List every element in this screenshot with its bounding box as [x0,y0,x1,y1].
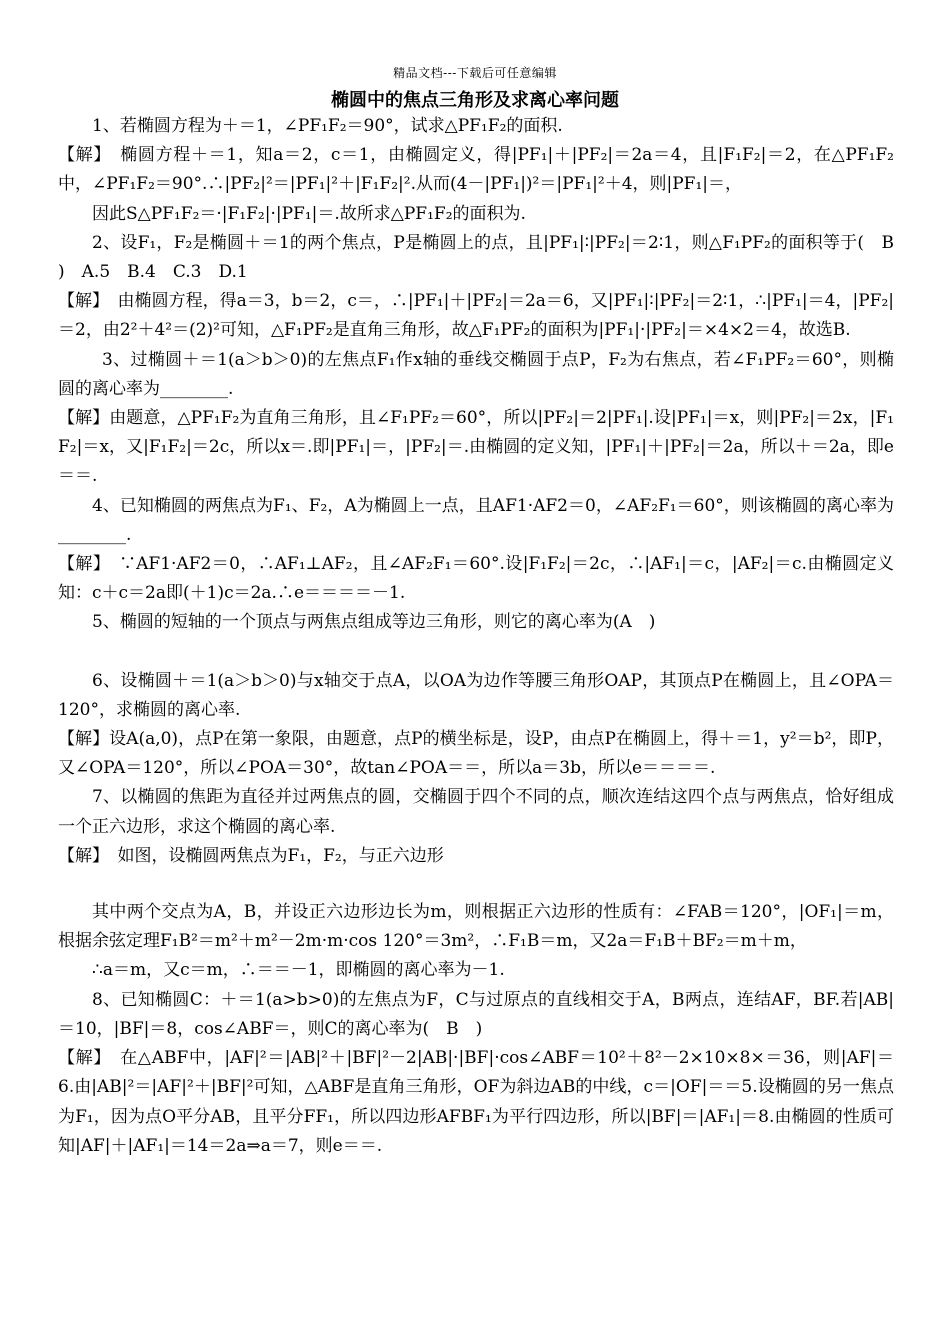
solution-1: 【解】 椭圆方程＋＝1，知a＝2，c＝1，由椭圆定义，得|PF₁|＋|PF₂|＝2a＝4，且|F₁F₂|＝2，在△PF₁F₂中，∠PF₁F₂＝90°.∴|PF₂|²＝|PF₁|²＋|F₁F₂|².从而(4－|PF₁|)²＝|PF₁|²＋4，则|PF₁|＝， [58,145,894,195]
solution-4: 【解】 ∵AF1·AF2＝0，∴AF₁⊥AF₂，且∠AF₂F₁＝60°.设|F₁F₂|＝2c，∴|AF₁|＝c，|AF₂|＝c.由椭圆定义知：c＋c＝2a即(＋1)c＝2a.∴e＝＝＝＝－1. [58,554,894,604]
problem-7: 7、以椭圆的焦距为直径并过两焦点的圆，交椭圆于四个不同的点，顺次连结这四个点与两焦点，恰好组成一个正六边形，求这个椭圆的离心率. [58,787,894,837]
figure-space [58,871,894,898]
problem-4: 4、已知椭圆的两焦点为F₁、F₂，A为椭圆上一点，且AF1·AF2＝0，∠AF₂F₁＝60°，则该椭圆的离心率为________. [58,495,894,545]
problem-3: 3、过椭圆＋＝1(a＞b＞0)的左焦点F₁作x轴的垂线交椭圆于点P，F₂为右焦点，若∠F₁PF₂＝60°，则椭圆的离心率为________. [58,349,894,399]
solution-7-continued: 其中两个交点为A，B，并设正六边形边长为m，则根据正六边形的性质有：∠FAB＝120°，|OF₁|＝m，根据余弦定理F₁B²＝m²＋m²－2m·m·cos 120°＝3m²，∴F₁B＝m，又2a＝F₁B＋BF₂＝m＋m， [58,902,894,952]
solution-7: 【解】 如图，设椭圆两焦点为F₁，F₂，与正六边形 [58,845,444,866]
solution-8: 【解】 在△ABF中，|AF|²＝|AB|²＋|BF|²－2|AB|·|BF|·cos∠ABF＝10²＋8²－2×10×8×＝36，则|AF|＝6.由|AB|²＝|AF|²＋|BF|²可知，△ABF是直角三角形，OF为斜边AB的中线，c＝|OF|＝＝5.设椭圆的另一焦点为F₁，因为点O平分AB，且平分FF₁，所以四边形AFBF₁为平行四边形，所以|BF|＝|AF₁|＝8.由椭圆的性质可知|AF|＋|AF₁|＝14＝2a⇒a＝7，则e＝＝. [58,1048,894,1156]
header-note: 精品文档---下载后可任意编辑 [393,66,557,80]
problem-1: 1、若椭圆方程为＋＝1，∠PF₁F₂＝90°，试求△PF₁F₂的面积. [92,116,563,136]
problem-2: 2、设F₁，F₂是椭圆＋＝1的两个焦点，P是椭圆上的点，且|PF₁|∶|PF₂|＝2∶1，则△F₁PF₂的面积等于( B ) A.5 B.4 C.3 D.1 [58,232,911,283]
solution-1-continued: 因此S△PF₁F₂＝·|F₁F₂|·|PF₁|＝.故所求△PF₁F₂的面积为. [92,203,526,224]
problem-8: 8、已知椭圆C：＋＝1(a>b>0)的左焦点为F，C与过原点的直线相交于A，B两点，连结AF，BF.若|AB|＝10，|BF|＝8，cos∠ABF＝，则C的离心率为( B ) [58,989,894,1039]
document-body [58,112,911,1161]
solution-3: 【解】由题意，△PF₁F₂为直角三角形，且∠F₁PF₂＝60°，所以|PF₂|＝2|PF₁|.设|PF₁|＝x，则|PF₂|＝2x，|F₁F₂|＝x，又|F₁F₂|＝2c，所以x＝.即|PF₁|＝，|PF₂|＝.由椭圆的定义知，|PF₁|＋|PF₂|＝2a，所以＋＝2a，即e＝＝. [58,408,894,487]
document-title: 椭圆中的焦点三角形及求离心率问题 [331,90,619,111]
solution-6: 【解】设A(a,0)，点P在第一象限，由题意，点P的横坐标是，设P，由点P在椭圆上，得＋＝1，y²＝b²，即P，又∠OPA＝120°，所以∠POA＝30°，故tan∠POA＝＝，所以a＝3b，所以e＝＝＝＝. [58,729,894,779]
solution-2: 【解】 由椭圆方程，得a＝3，b＝2，c＝，∴|PF₁|＋|PF₂|＝2a＝6，又|PF₁|∶|PF₂|＝2∶1，∴|PF₁|＝4，|PF₂|＝2，由2²＋4²＝(2)²可知，△F₁PF₂是直角三角形，故△F₁PF₂的面积为|PF₁|·|PF₂|＝×4×2＝4，故选B. [58,291,894,341]
blank-space [58,638,894,667]
solution-7-conclusion: ∴a＝m，又c＝m，∴＝＝－1，即椭圆的离心率为－1. [92,960,505,981]
problem-5: 5、椭圆的短轴的一个顶点与两焦点组成等边三角形，则它的离心率为(A ) [92,612,656,633]
problem-6: 6、设椭圆＋＝1(a＞b＞0)与x轴交于点A，以OA为边作等腰三角形OAP，其顶点P在椭圆上，且∠OPA＝120°，求椭圆的离心率. [58,670,894,720]
